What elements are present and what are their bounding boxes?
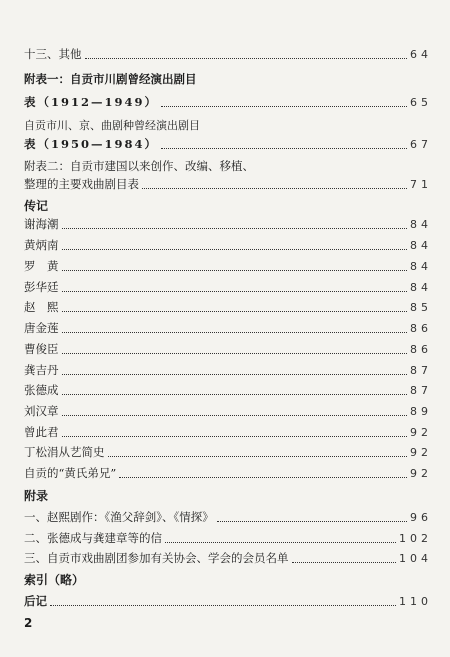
toc-entry-title: 整理的主要戏曲剧目表 — [24, 177, 139, 191]
toc-entry-afterword[interactable] — [24, 593, 432, 610]
toc-entry-page: 104 — [399, 552, 432, 565]
page-number: 2 — [24, 616, 33, 630]
toc-entry-page: 92 — [410, 426, 432, 439]
leader-dots — [85, 58, 408, 59]
toc-entry-page: 71 — [410, 178, 432, 191]
toc-entry-biography[interactable] — [24, 299, 432, 316]
toc-entry-title: 表（1950—1984） — [24, 137, 159, 151]
toc-entry-title: 张德成 — [24, 383, 59, 397]
leader-dots — [292, 562, 397, 563]
toc-entry-appendix2[interactable] — [24, 176, 432, 193]
toc-entry-title: 罗 黄 — [24, 259, 59, 273]
toc-entry-title: 丁松涓从艺简史 — [24, 445, 105, 459]
toc-entry-other[interactable] — [24, 46, 432, 63]
toc-entry-page: 64 — [410, 48, 432, 61]
toc-entry-biography[interactable] — [24, 341, 432, 358]
toc-entry-title: 表（1912—1949） — [24, 95, 159, 109]
toc-entry-page: 67 — [410, 138, 432, 151]
toc-entry-title: 曹俊臣 — [24, 342, 59, 356]
leader-dots — [108, 456, 408, 457]
biography-heading: 传记 — [24, 199, 49, 213]
leader-dots — [161, 106, 407, 107]
leader-dots — [62, 394, 408, 395]
toc-entry-title: 自贡的“黄氏弟兄” — [24, 466, 117, 480]
toc-entry-biography[interactable] — [24, 279, 432, 296]
toc-entry-biography[interactable] — [24, 465, 432, 482]
leader-dots — [62, 270, 408, 271]
toc-entry-page: 85 — [410, 301, 432, 314]
toc-entry-title: 唐金莲 — [24, 321, 59, 335]
toc-entry-appendix[interactable] — [24, 550, 432, 567]
toc-entry-page: 86 — [410, 322, 432, 335]
toc-entry-title: 龚吉丹 — [24, 363, 59, 377]
leader-dots — [62, 311, 408, 312]
toc-entry-appendix1-part2[interactable] — [24, 136, 432, 153]
toc-entry-biography[interactable] — [24, 362, 432, 379]
leader-dots — [142, 188, 407, 189]
toc-entry-biography[interactable] — [24, 216, 432, 233]
toc-entry-page: 92 — [410, 446, 432, 459]
toc-entry-title: 一、赵熙剧作：《渔父辞剑》、《情探》 — [24, 510, 214, 524]
toc-entry-biography[interactable] — [24, 258, 432, 275]
toc-entry-page: 102 — [399, 532, 432, 545]
toc-entry-title: 赵 熙 — [24, 300, 59, 314]
toc-entry-page: 86 — [410, 343, 432, 356]
leader-dots — [119, 477, 407, 478]
appendix2-title: 附表二：自贡市建国以来创作、改编、移植、 — [24, 159, 254, 173]
toc-entry-biography[interactable] — [24, 424, 432, 441]
leader-dots — [62, 436, 408, 437]
toc-entry-page: 84 — [410, 239, 432, 252]
appendix1-cont-title: 自贡市川、京、曲剧种曾经演出剧目 — [24, 119, 200, 132]
toc-entry-biography[interactable] — [24, 444, 432, 461]
toc-entry-biography[interactable] — [24, 403, 432, 420]
toc-entry-page: 110 — [399, 595, 432, 608]
toc-entry-appendix[interactable] — [24, 509, 432, 526]
toc-entry-title: 黄炳南 — [24, 238, 59, 252]
leader-dots — [62, 415, 408, 416]
toc-entry-title: 十三、其他 — [24, 47, 82, 61]
toc-entry-biography[interactable] — [24, 320, 432, 337]
toc-entry-biography[interactable] — [24, 382, 432, 399]
index-heading: 索引（略） — [24, 573, 85, 587]
appendix-heading: 附录 — [24, 489, 49, 503]
toc-entry-title: 谢海潮 — [24, 217, 59, 231]
toc-entry-page: 84 — [410, 218, 432, 231]
toc-entry-title: 后记 — [24, 594, 47, 608]
leader-dots — [62, 291, 408, 292]
toc-entry-page: 87 — [410, 384, 432, 397]
toc-entry-title: 刘汉章 — [24, 404, 59, 418]
toc-entry-title: 曾此君 — [24, 425, 59, 439]
leader-dots — [50, 605, 396, 606]
toc-entry-page: 89 — [410, 405, 432, 418]
leader-dots — [62, 353, 408, 354]
toc-entry-page: 65 — [410, 96, 432, 109]
toc-entry-title: 彭华廷 — [24, 280, 59, 294]
leader-dots — [217, 521, 407, 522]
toc-entry-appendix[interactable] — [24, 530, 432, 547]
toc-entry-page: 92 — [410, 467, 432, 480]
leader-dots — [62, 249, 408, 250]
leader-dots — [161, 148, 407, 149]
toc-entry-page: 84 — [410, 281, 432, 294]
leader-dots — [165, 542, 396, 543]
toc-entry-biography[interactable] — [24, 237, 432, 254]
toc-entry-title: 二、张德成与龚建章等的信 — [24, 531, 162, 545]
toc-entry-page: 84 — [410, 260, 432, 273]
leader-dots — [62, 332, 408, 333]
toc-entry-appendix1-part1[interactable] — [24, 94, 432, 111]
toc-entry-page: 87 — [410, 364, 432, 377]
toc-entry-page: 96 — [410, 511, 432, 524]
toc-entry-title: 三、自贡市戏曲剧团参加有关协会、学会的会员名单 — [24, 551, 289, 565]
leader-dots — [62, 228, 408, 229]
appendix1-title: 附表一：自贡市川剧曾经演出剧目 — [24, 72, 197, 86]
leader-dots — [62, 374, 408, 375]
